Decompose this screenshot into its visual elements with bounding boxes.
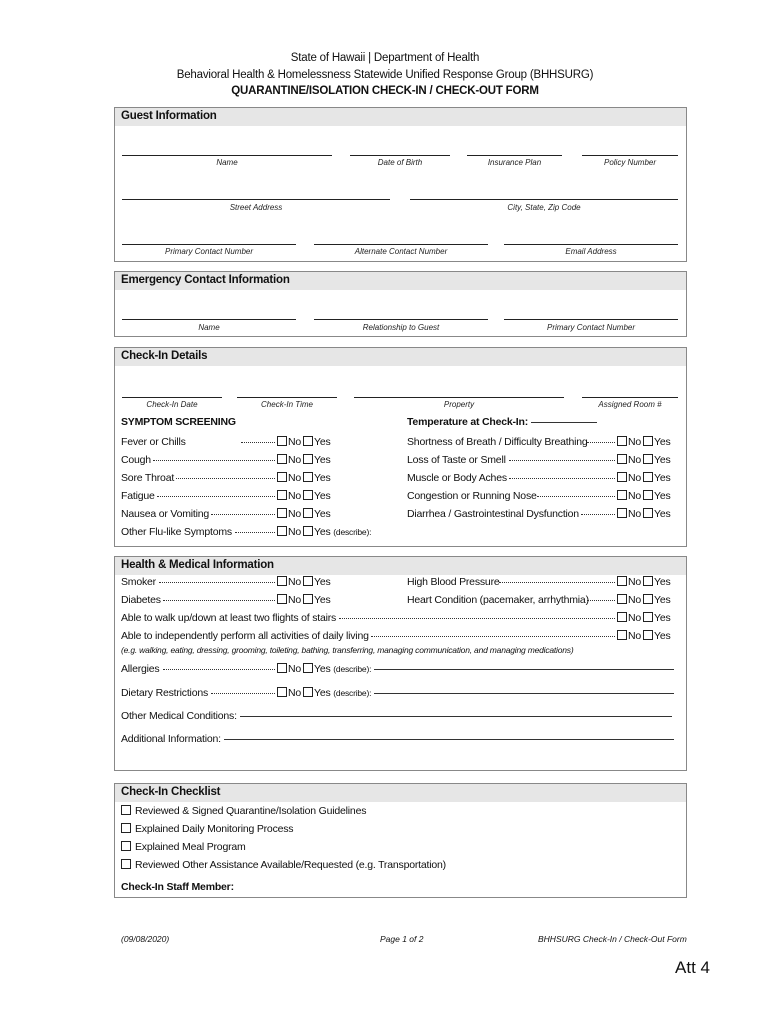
assigned-room-label: Assigned Room # [598,400,662,409]
alternate-contact-field[interactable] [314,244,488,245]
header-group: Behavioral Health & Homelessness Statewide Unified Response Group (BHHSURG) [176,69,594,81]
no-checkbox[interactable] [617,436,627,446]
emergency-primary-contact-field[interactable] [504,319,678,320]
alternate-contact-label: Alternate Contact Number [354,247,448,256]
section-title: Check-In Details [115,348,686,366]
yes-checkbox[interactable] [303,454,313,464]
no-checkbox[interactable] [617,612,627,622]
email-address-label: Email Address [565,247,617,256]
checklist-checkbox[interactable] [121,823,131,833]
yes-checkbox[interactable] [303,663,313,673]
yes-checkbox[interactable] [303,472,313,482]
section-title: Check-In Checklist [115,784,686,802]
emergency-name-label: Name [198,323,220,332]
no-checkbox[interactable] [277,508,287,518]
yes-checkbox[interactable] [643,436,653,446]
checklist-checkbox[interactable] [121,841,131,851]
no-checkbox[interactable] [277,436,287,446]
footer-page-number: Page 1 of 2 [380,934,424,944]
no-checkbox[interactable] [277,594,287,604]
check-in-time-label: Check-In Time [261,400,313,409]
symptom-row: Shortness of Breath / Difficulty Breathing No Yes [407,436,671,448]
other-conditions-row: Other Medical Conditions: [121,710,672,722]
yes-checkbox[interactable] [303,526,313,536]
checklist-item: Reviewed Other Assistance Available/Requested (e.g. Transportation) [121,859,446,871]
policy-number-field[interactable] [582,155,678,156]
smoker-row: Smoker No Yes [121,576,331,588]
diabetes-row: Diabetes No Yes [121,594,331,606]
check-in-date-label: Check-In Date [146,400,198,409]
additional-information-row: Additional Information: [121,733,674,745]
symptom-row: Muscle or Body Aches No Yes [407,472,671,484]
no-checkbox[interactable] [617,630,627,640]
check-in-staff-member-label: Check-In Staff Member: [121,881,234,893]
yes-checkbox[interactable] [643,576,653,586]
yes-checkbox[interactable] [643,594,653,604]
city-state-zip-field[interactable] [410,199,678,200]
checklist-item: Explained Meal Program [121,841,246,853]
no-checkbox[interactable] [617,490,627,500]
section-title: Guest Information [115,108,686,126]
yes-checkbox[interactable] [643,472,653,482]
no-checkbox[interactable] [617,576,627,586]
yes-checkbox[interactable] [643,454,653,464]
yes-checkbox[interactable] [303,436,313,446]
symptom-row: Congestion or Running Nose No Yes [407,490,671,502]
attachment-label: Att 4 [675,958,710,977]
date-of-birth-field[interactable] [350,155,450,156]
no-checkbox[interactable] [277,526,287,536]
symptom-screening-heading: SYMPTOM SCREENING [121,416,236,428]
guest-name-field[interactable] [122,155,332,156]
checklist-checkbox[interactable] [121,805,131,815]
checklist-item: Reviewed & Signed Quarantine/Isolation Guidelines [121,805,366,817]
section-title: Health & Medical Information [115,557,686,575]
symptom-row: Other Flu-like Symptoms No Yes (describe): [121,526,372,538]
yes-checkbox[interactable] [303,576,313,586]
insurance-plan-field[interactable] [467,155,562,156]
yes-checkbox[interactable] [303,508,313,518]
yes-checkbox[interactable] [643,508,653,518]
no-checkbox[interactable] [617,472,627,482]
relationship-label: Relationship to Guest [362,323,440,332]
symptom-row: Diarrhea / Gastrointestinal Dysfunction No Yes [407,508,671,520]
additional-information-field[interactable] [224,739,674,740]
daily-living-note: (e.g. walking, eating, dressing, grooming, toileting, bathing, transferring, managing communication, and managing medications) [121,645,574,655]
yes-checkbox[interactable] [643,490,653,500]
symptom-row: Loss of Taste or Smell No Yes [407,454,671,466]
checklist-item: Explained Daily Monitoring Process [121,823,293,835]
no-checkbox[interactable] [277,687,287,697]
allergies-row: Allergies No Yes (describe): [121,663,674,675]
footer-date: (09/08/2020) [121,934,170,944]
no-checkbox[interactable] [277,490,287,500]
yes-checkbox[interactable] [303,687,313,697]
no-checkbox[interactable] [277,472,287,482]
yes-checkbox[interactable] [643,612,653,622]
no-checkbox[interactable] [277,454,287,464]
other-conditions-field[interactable] [240,716,672,717]
section-title: Emergency Contact Information [115,272,686,290]
yes-checkbox[interactable] [303,594,313,604]
assigned-room-field[interactable] [582,397,678,398]
yes-checkbox[interactable] [643,630,653,640]
date-of-birth-label: Date of Birth [377,158,423,167]
dietary-restrictions-row: Dietary Restrictions No Yes (describe): [121,687,674,699]
property-label: Property [443,400,475,409]
header-agency: State of Hawaii | Department of Health [290,52,480,64]
temperature-field[interactable] [531,422,597,423]
symptom-row: Nausea or Vomiting No Yes [121,508,331,520]
no-checkbox[interactable] [277,576,287,586]
city-state-zip-label: City, State, Zip Code [507,203,581,212]
street-address-field[interactable] [122,199,390,200]
relationship-field[interactable] [314,319,488,320]
daily-living-row: Able to independently perform all activities of daily living No Yes [121,630,671,642]
stairs-row: Able to walk up/down at least two flights of stairs No Yes [121,612,671,624]
primary-contact-field[interactable] [122,244,296,245]
no-checkbox[interactable] [617,454,627,464]
policy-number-label: Policy Number [603,158,656,167]
check-in-date-field[interactable] [122,397,222,398]
checklist-checkbox[interactable] [121,859,131,869]
no-checkbox[interactable] [617,594,627,604]
check-in-time-field[interactable] [237,397,337,398]
symptom-row: Fever or Chills No Yes [121,436,331,448]
symptom-row: Cough No Yes [121,454,331,466]
dietary-description-field[interactable] [374,693,674,694]
primary-contact-label: Primary Contact Number [164,247,254,256]
symptom-row: Sore Throat No Yes [121,472,331,484]
heart-condition-row: Heart Condition (pacemaker, arrhythmia) No Yes [407,594,671,606]
guest-information-section [114,107,687,262]
insurance-plan-label: Insurance Plan [487,158,542,167]
emergency-name-field[interactable] [122,319,296,320]
no-checkbox[interactable] [277,663,287,673]
temperature-label: Temperature at Check-In: [407,416,597,428]
email-address-field[interactable] [504,244,678,245]
symptom-row: Fatigue No Yes [121,490,331,502]
allergies-description-field[interactable] [374,669,674,670]
high-blood-pressure-row: High Blood Pressure No Yes [407,576,671,588]
property-field[interactable] [354,397,564,398]
no-checkbox[interactable] [617,508,627,518]
street-address-label: Street Address [229,203,283,212]
guest-name-label: Name [216,158,238,167]
footer-form-name: BHHSURG Check-In / Check-Out Form [538,934,687,944]
form-title: QUARANTINE/ISOLATION CHECK-IN / CHECK-OUT FORM [231,85,539,97]
yes-checkbox[interactable] [303,490,313,500]
emergency-primary-contact-label: Primary Contact Number [546,323,636,332]
